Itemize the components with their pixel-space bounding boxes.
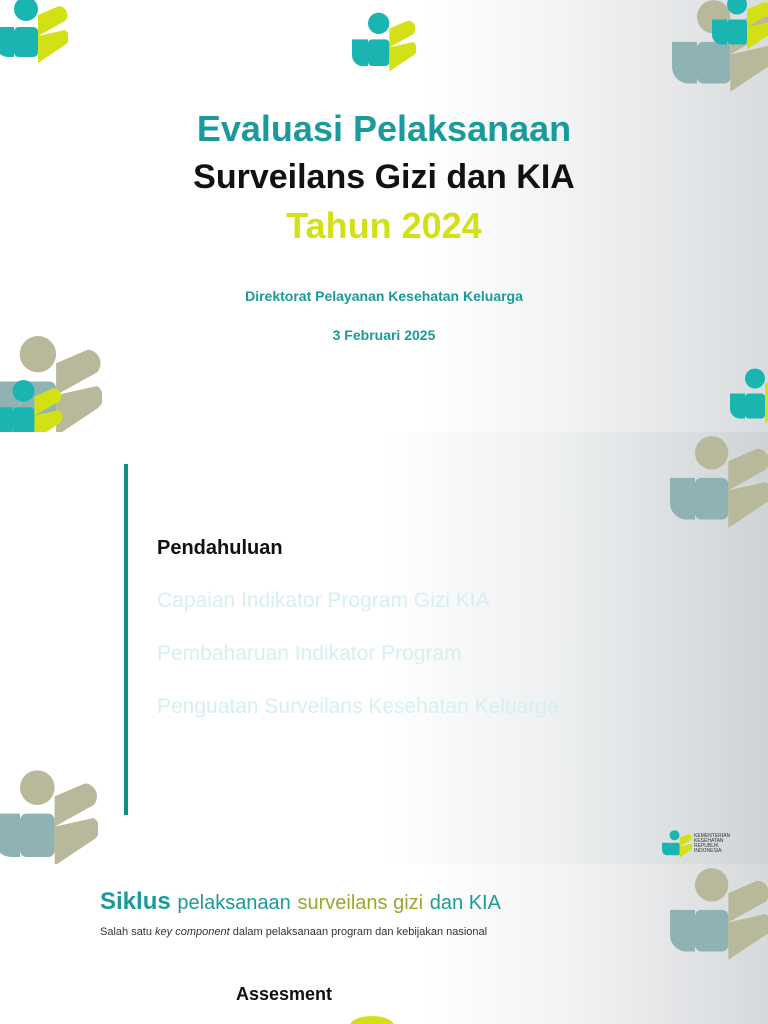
- logo-pattern-icon: [0, 0, 68, 66]
- kemenkes-logo-icon: [352, 8, 416, 76]
- title-word: Siklus: [100, 888, 171, 915]
- logo-text-line: REPUBLIK: [694, 843, 719, 849]
- logo-text-line: KEMENTERIAN: [694, 833, 731, 839]
- cycle-slide-title: [100, 888, 501, 916]
- agenda-item: Pembaharuan Indikator Program: [157, 642, 462, 665]
- cycle-slide: [0, 864, 768, 1024]
- title-word: surveilans gizi: [297, 892, 424, 914]
- title-slide: [0, 0, 768, 432]
- logo-pattern-icon: [0, 768, 98, 864]
- kemenkes-logo-icon: [662, 828, 692, 860]
- logo-pattern-icon: [0, 380, 66, 432]
- title-word: dan KIA: [429, 892, 501, 914]
- logo-pattern-icon: [730, 360, 768, 432]
- logo-pattern-icon: [670, 432, 768, 532]
- subtitle-text: dalam pelaksanaan program dan kebijakan nasional: [229, 926, 488, 938]
- agenda-accent-bar: [124, 464, 128, 815]
- logo-pattern-icon: [670, 864, 768, 964]
- slide-title-line1: Evaluasi Pelaksanaan: [196, 108, 572, 149]
- title-word: pelaksanaan: [177, 892, 291, 914]
- presentation-date: 3 Februari 2025: [332, 327, 436, 343]
- kemenkes-logo: [662, 828, 734, 860]
- assesment-label: Assesment: [236, 984, 333, 1004]
- subtitle-text: Salah satu: [100, 926, 156, 938]
- slide-title-line2: Surveilans Gizi dan KIA: [193, 158, 575, 196]
- slide-title-line3: Tahun 2024: [286, 205, 482, 246]
- agenda-item: Penguatan Surveilans Kesehatan Keluarga: [157, 695, 559, 718]
- logo-pattern-icon: [712, 0, 768, 50]
- organization-name: Direktorat Pelayanan Kesehatan Keluarga: [245, 288, 523, 304]
- agenda-slide: [0, 432, 768, 864]
- subtitle-emphasis: key component: [155, 926, 230, 938]
- cycle-slide-subtitle: [100, 926, 487, 938]
- logo-text-line: KESEHATAN: [694, 838, 724, 844]
- agenda-item: Capaian Indikator Program Gizi KIA: [157, 589, 490, 612]
- logo-text-line: INDONESIA: [694, 848, 722, 854]
- cycle-node-shape: [350, 1016, 394, 1024]
- agenda-item-active: Pendahuluan: [157, 537, 283, 559]
